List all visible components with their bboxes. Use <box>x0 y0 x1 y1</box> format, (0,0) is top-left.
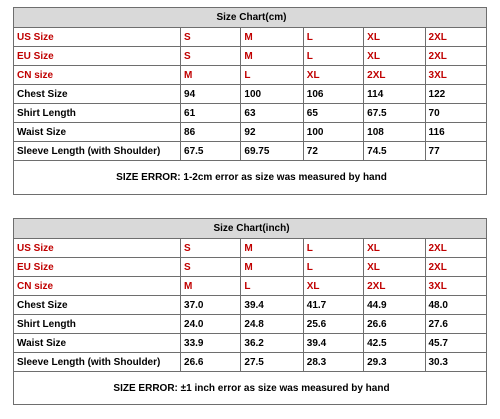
row-label: Chest Size <box>14 85 181 104</box>
chart-title: Size Chart(cm) <box>14 8 487 28</box>
table-cell: 65 <box>303 104 363 123</box>
table-cell: 45.7 <box>425 334 487 353</box>
table-row <box>14 258 487 277</box>
size-chart-cm <box>13 7 487 195</box>
table-row <box>14 315 487 334</box>
table-cell: 72 <box>303 142 363 161</box>
row-label: CN size <box>14 66 181 85</box>
table-cell: 63 <box>241 104 303 123</box>
table-cell: 37.0 <box>181 296 241 315</box>
table-cell: 27.5 <box>241 353 303 372</box>
table-cell: L <box>303 47 363 66</box>
table-cell: S <box>181 239 241 258</box>
table-cell: 30.3 <box>425 353 487 372</box>
table-cell: 74.5 <box>364 142 425 161</box>
chart-title: Size Chart(inch) <box>14 219 487 239</box>
row-label: Waist Size <box>14 123 181 142</box>
table-cell: XL <box>364 239 425 258</box>
row-label: Waist Size <box>14 334 181 353</box>
table-cell: 41.7 <box>303 296 363 315</box>
table-row <box>14 85 487 104</box>
row-label: US Size <box>14 28 181 47</box>
table-cell: 2XL <box>364 277 425 296</box>
table-row <box>14 47 487 66</box>
table-cell: 2XL <box>425 239 487 258</box>
table-cell: 26.6 <box>181 353 241 372</box>
table-cell: 116 <box>425 123 486 142</box>
table-cell: 77 <box>425 142 486 161</box>
table-row <box>14 28 487 47</box>
table-row <box>14 123 487 142</box>
table-cell: S <box>181 28 241 47</box>
row-label: EU Size <box>14 258 181 277</box>
table-cell: 114 <box>364 85 425 104</box>
table-cell: 94 <box>181 85 241 104</box>
row-label: Sleeve Length (with Shoulder) <box>14 142 181 161</box>
table-cell: 69.75 <box>241 142 303 161</box>
table-cell: 29.3 <box>364 353 425 372</box>
table-cell: 108 <box>364 123 425 142</box>
table-row <box>14 239 487 258</box>
table-cell: S <box>181 47 241 66</box>
table-row <box>14 142 487 161</box>
table-cell: XL <box>303 66 363 85</box>
table-cell: 3XL <box>425 277 487 296</box>
table-row <box>14 296 487 315</box>
table-cell: 39.4 <box>241 296 303 315</box>
table-cell: 92 <box>241 123 303 142</box>
table-cell: 2XL <box>425 28 486 47</box>
row-label: Chest Size <box>14 296 181 315</box>
table-row <box>14 353 487 372</box>
table-cell: 67.5 <box>364 104 425 123</box>
table-cell: 67.5 <box>181 142 241 161</box>
table-cell: M <box>241 239 303 258</box>
table-cell: M <box>241 47 303 66</box>
table-cell: 42.5 <box>364 334 425 353</box>
row-label: EU Size <box>14 47 181 66</box>
size-error-note: SIZE ERROR: 1-2cm error as size was measured by hand <box>14 161 487 195</box>
table-cell: 106 <box>303 85 363 104</box>
table-row <box>14 104 487 123</box>
row-label: Shirt Length <box>14 104 181 123</box>
table-cell: 2XL <box>364 66 425 85</box>
table-cell: 28.3 <box>303 353 363 372</box>
table-cell: 3XL <box>425 66 486 85</box>
table-cell: 24.0 <box>181 315 241 334</box>
table-cell: M <box>181 66 241 85</box>
table-cell: M <box>181 277 241 296</box>
table-cell: 100 <box>241 85 303 104</box>
table-cell: 39.4 <box>303 334 363 353</box>
table-cell: 27.6 <box>425 315 487 334</box>
table-cell: S <box>181 258 241 277</box>
row-label: Sleeve Length (with Shoulder) <box>14 353 181 372</box>
size-chart-inch <box>13 218 487 405</box>
table-cell: XL <box>364 47 425 66</box>
table-cell: 26.6 <box>364 315 425 334</box>
table-cell: 33.9 <box>181 334 241 353</box>
table-cell: 86 <box>181 123 241 142</box>
row-label: CN size <box>14 277 181 296</box>
table-cell: 2XL <box>425 47 486 66</box>
table-cell: 100 <box>303 123 363 142</box>
table-cell: 48.0 <box>425 296 487 315</box>
table-cell: 25.6 <box>303 315 363 334</box>
table-row <box>14 277 487 296</box>
table-cell: 44.9 <box>364 296 425 315</box>
row-label: Shirt Length <box>14 315 181 334</box>
table-row <box>14 66 487 85</box>
table-cell: 61 <box>181 104 241 123</box>
table-row <box>14 334 487 353</box>
table-cell: M <box>241 258 303 277</box>
table-cell: XL <box>303 277 363 296</box>
table-cell: 2XL <box>425 258 487 277</box>
table-cell: 36.2 <box>241 334 303 353</box>
table-cell: L <box>303 28 363 47</box>
table-cell: L <box>241 277 303 296</box>
table-cell: L <box>303 258 363 277</box>
row-label: US Size <box>14 239 181 258</box>
table-cell: L <box>241 66 303 85</box>
table-cell: M <box>241 28 303 47</box>
size-error-note: SIZE ERROR: ±1 inch error as size was measured by hand <box>14 372 487 405</box>
table-cell: XL <box>364 258 425 277</box>
table-cell: 70 <box>425 104 486 123</box>
table-cell: 122 <box>425 85 486 104</box>
table-cell: XL <box>364 28 425 47</box>
table-cell: L <box>303 239 363 258</box>
table-cell: 24.8 <box>241 315 303 334</box>
